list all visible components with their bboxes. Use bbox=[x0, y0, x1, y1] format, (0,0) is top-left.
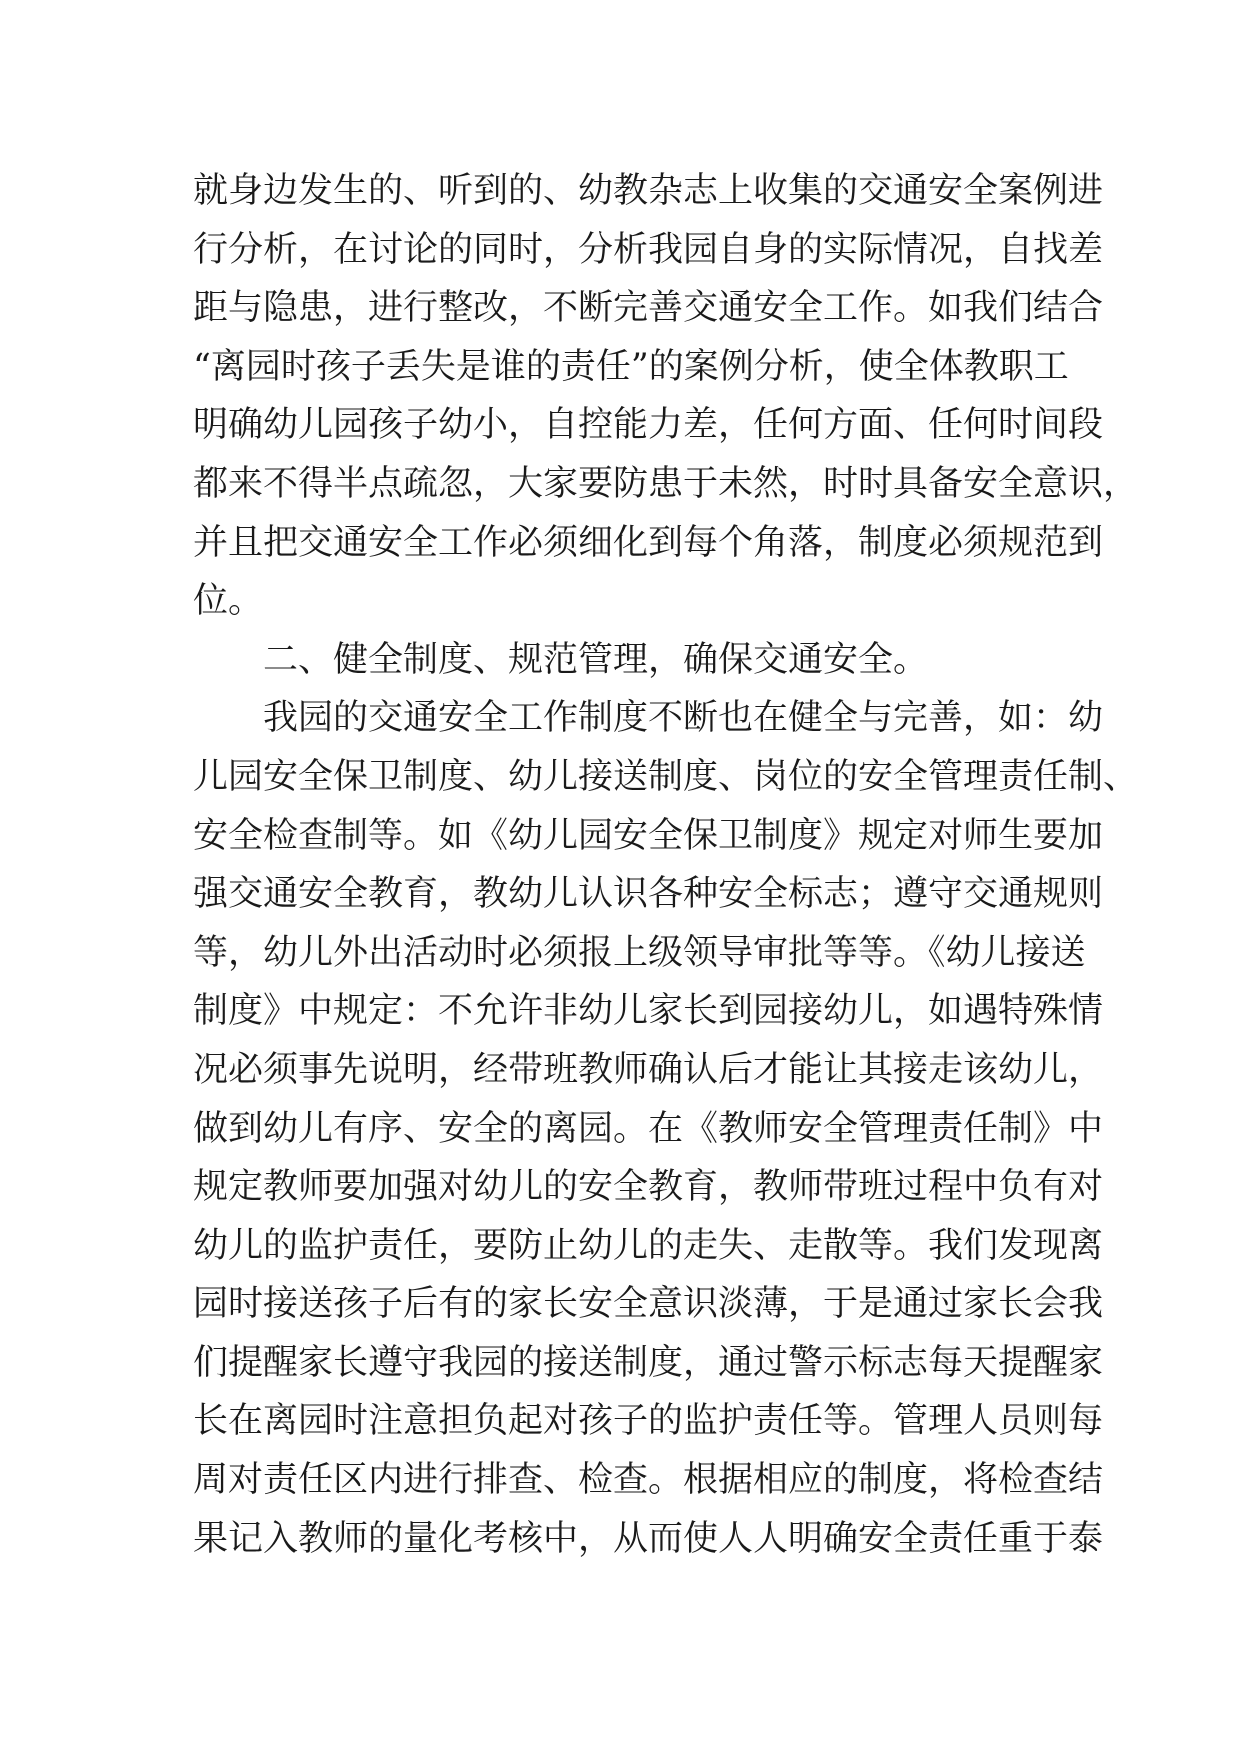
text-line: 长在离园时注意担负起对孩子的监护责任等。管理人员则每 bbox=[193, 1401, 1104, 1442]
text-line: 行分析，在讨论的同时，分析我园自身的实际情况，自找差 bbox=[193, 229, 1104, 270]
text-line: 就身边发生的、听到的、幼教杂志上收集的交通安全案例进 bbox=[193, 171, 1104, 211]
text-line: 果记入教师的量化考核中，从而使人人明确安全责任重于泰 bbox=[193, 1518, 1104, 1559]
text-line: 做到幼儿有序、安全的离园。在《教师安全管理责任制》中 bbox=[193, 1108, 1104, 1149]
section-heading: 二、健全制度、规范管理，确保交通安全。 bbox=[193, 639, 929, 680]
text-line: 并且把交通安全工作必须细化到每个角落，制度必须规范到 bbox=[193, 522, 1104, 563]
text-line: 儿园安全保卫制度、幼儿接送制度、岗位的安全管理责任制、 bbox=[193, 756, 1139, 797]
text-line: 制度》中规定：不允许非幼儿家长到园接幼儿，如遇特殊情 bbox=[193, 991, 1104, 1032]
body-text bbox=[193, 162, 1139, 1568]
text-line: 我园的交通安全工作制度不断也在健全与完善，如：幼 bbox=[193, 698, 1104, 739]
text-line: 等，幼儿外出活动时必须报上级领导审批等等。《幼儿接送 bbox=[193, 932, 1086, 973]
text-line: 距与隐患，进行整改，不断完善交通安全工作。如我们结合 bbox=[193, 288, 1104, 329]
text-line: 强交通安全教育，教幼儿认识各种安全标志；遵守交通规则 bbox=[193, 874, 1104, 915]
text-line: 规定教师要加强对幼儿的安全教育，教师带班过程中负有对 bbox=[193, 1167, 1104, 1208]
text-line: “离园时孩子丢失是谁的责任”的案例分析，使全体教职工 bbox=[193, 346, 1069, 387]
text-line: 明确幼儿园孩子幼小，自控能力差，任何方面、任何时间段 bbox=[193, 405, 1104, 446]
text-line: 安全检查制等。如《幼儿园安全保卫制度》规定对师生要加 bbox=[193, 815, 1104, 856]
text-line: 位。 bbox=[193, 581, 264, 622]
text-line: 们提醒家长遵守我园的接送制度，通过警示标志每天提醒家 bbox=[193, 1342, 1104, 1383]
text-line: 都来不得半点疏忽，大家要防患于未然，时时具备安全意识， bbox=[193, 463, 1139, 504]
text-line: 况必须事先说明，经带班教师确认后才能让其接走该幼儿， bbox=[193, 1049, 1104, 1090]
text-line: 园时接送孩子后有的家长安全意识淡薄，于是通过家长会我 bbox=[193, 1284, 1104, 1325]
text-line: 幼儿的监护责任，要防止幼儿的走失、走散等。我们发现离 bbox=[193, 1225, 1104, 1266]
text-line: 周对责任区内进行排查、检查。根据相应的制度，将检查结 bbox=[193, 1460, 1104, 1501]
